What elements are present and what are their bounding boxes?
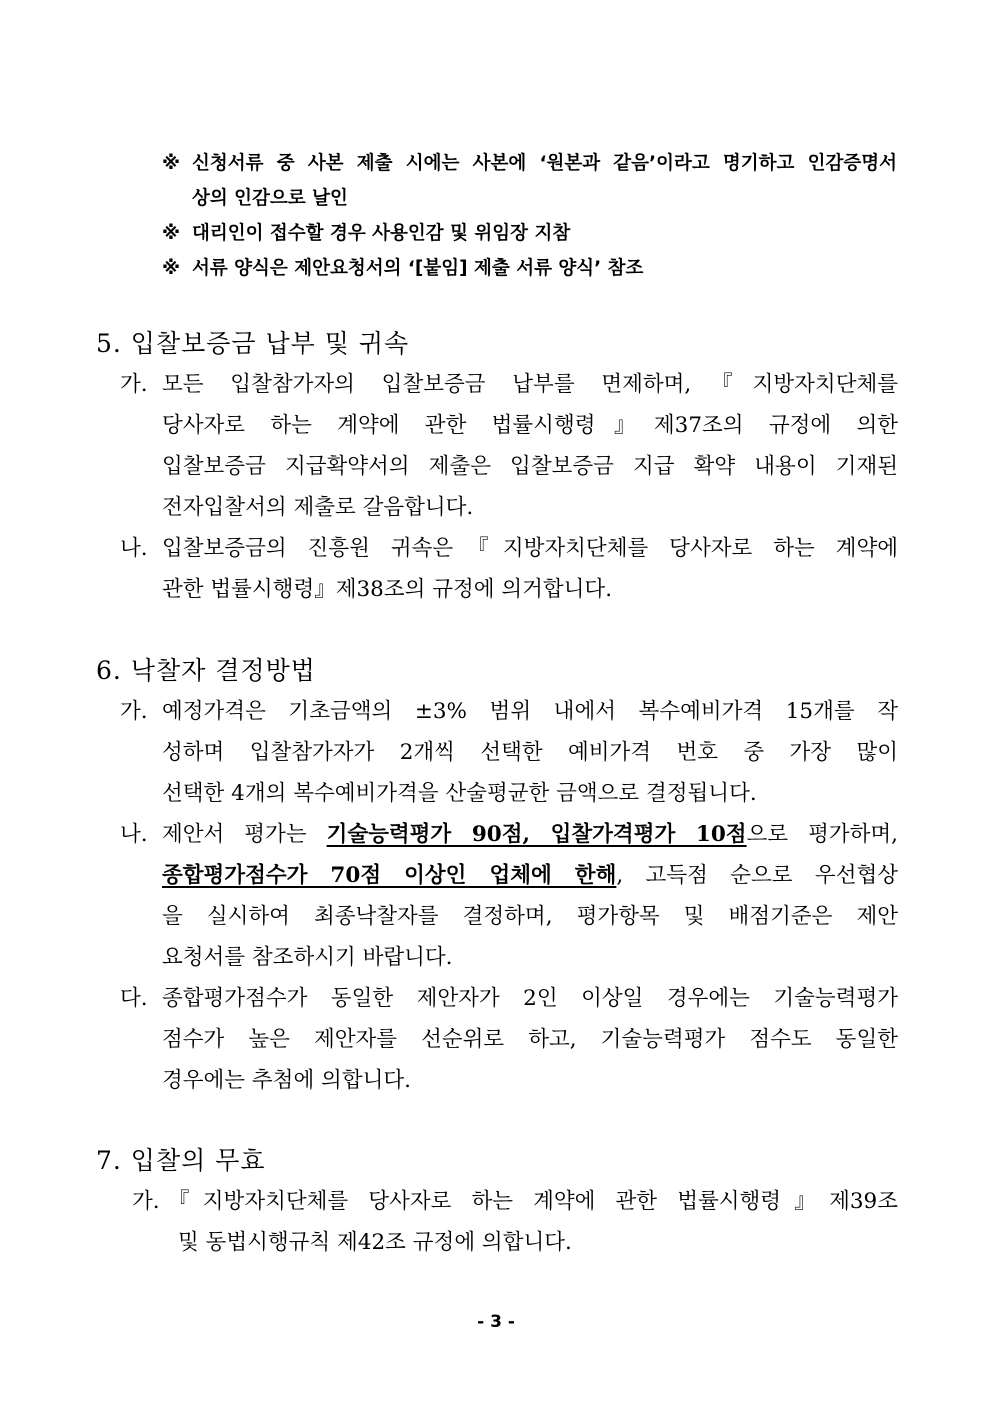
item-text: 제안서 평가는 [162, 822, 327, 847]
item-line: 예정가격은 기초금액의 ±3% 범위 내에서 복수예비가격 15개를 작 [162, 699, 898, 724]
item-na [120, 814, 898, 978]
item-line: 당사자로 하는 계약에 관한 법률시행령』제37조의 규정에 의한 [162, 413, 898, 438]
item-label: 다. [120, 986, 148, 1011]
item-na [120, 528, 898, 610]
item-line: 입찰보증금 지급확약서의 제출은 입찰보증금 지급 확약 내용이 기재된 [162, 454, 898, 479]
item-line: 을 실시하여 최종낙찰자를 결정하며, 평가항목 및 배점기준은 제안 [162, 904, 898, 929]
note-line: 상의 인감으로 날인 [192, 188, 348, 209]
note-line: 대리인이 접수할 경우 사용인감 및 위임장 지참 [192, 223, 571, 244]
notes-block [162, 146, 897, 286]
note-line: 서류 양식은 제안요청서의 ‘[붙임] 제출 서류 양식’ 참조 [192, 258, 644, 279]
item-line: 종합평가점수가 동일한 제안자가 2인 이상일 경우에는 기술능력평가 [162, 986, 898, 1011]
item-line: 전자입찰서의 제출로 갈음합니다. [162, 495, 474, 520]
item-line: 모든 입찰참가자의 입찰보증금 납부를 면제하며,『지방자치단체를 [162, 372, 898, 397]
emphasis-text: 종합평가점수가 70점 이상인 업체에 한해 [162, 863, 617, 888]
item-label: 나. [120, 822, 148, 847]
item-line: 선택한 4개의 복수예비가격을 산술평균한 금액으로 결정됩니다. [162, 781, 757, 806]
section-5 [96, 324, 898, 610]
note-copy-stamp [162, 146, 897, 216]
item-label: 나. [120, 536, 148, 561]
section-title: 7. 입찰의 무효 [96, 1146, 266, 1175]
item-ga [120, 691, 898, 814]
item-line: 점수가 높은 제안자를 선순위로 하고, 기술능력평가 점수도 동일한 [162, 1027, 898, 1052]
item-line: 관한 법률시행령』제38조의 규정에 의거합니다. [162, 577, 613, 602]
reference-mark-icon: ※ [162, 258, 180, 279]
item-line: 입찰보증금의 진흥원 귀속은『지방자치단체를 당사자로 하는 계약에 [162, 536, 898, 561]
item-label: 가. [120, 372, 148, 397]
item-line: 및 동법시행규칙 제42조 규정에 의합니다. [178, 1230, 572, 1255]
item-line: 경우에는 추첨에 의합니다. [162, 1068, 411, 1093]
note-line: 신청서류 중 사본 제출 시에는 사본에 ‘원본과 같음’이라고 명기하고 인감증명서 [192, 153, 897, 174]
item-line [162, 814, 898, 855]
reference-mark-icon: ※ [162, 223, 180, 244]
note-agent [162, 216, 897, 251]
emphasis-text: 기술능력평가 90점, 입찰가격평가 10점 [326, 822, 747, 847]
section-title: 6. 낙찰자 결정방법 [96, 656, 316, 685]
item-line: 요청서를 참조하시기 바랍니다. [162, 945, 453, 970]
section-6 [96, 651, 898, 1101]
item-ga [132, 1181, 898, 1263]
item-label: 가. [120, 699, 148, 724]
reference-mark-icon: ※ [162, 153, 180, 174]
item-line [162, 855, 898, 896]
item-text: 으로 평가하며, [746, 822, 898, 847]
section-title: 5. 입찰보증금 납부 및 귀속 [96, 329, 410, 358]
section-7 [96, 1141, 898, 1263]
item-line: 성하며 입찰참가자가 2개씩 선택한 예비가격 번호 중 가장 많이 [162, 740, 898, 765]
item-text: , 고득점 순으로 우선협상 [616, 863, 898, 888]
note-forms [162, 251, 897, 286]
item-da [120, 978, 898, 1101]
page-number: - 3 - [477, 1312, 515, 1332]
item-ga [120, 364, 898, 528]
item-label: 가. [132, 1189, 160, 1214]
item-line: 『지방자치단체를 당사자로 하는 계약에 관한 법률시행령』제39조 [168, 1189, 898, 1214]
